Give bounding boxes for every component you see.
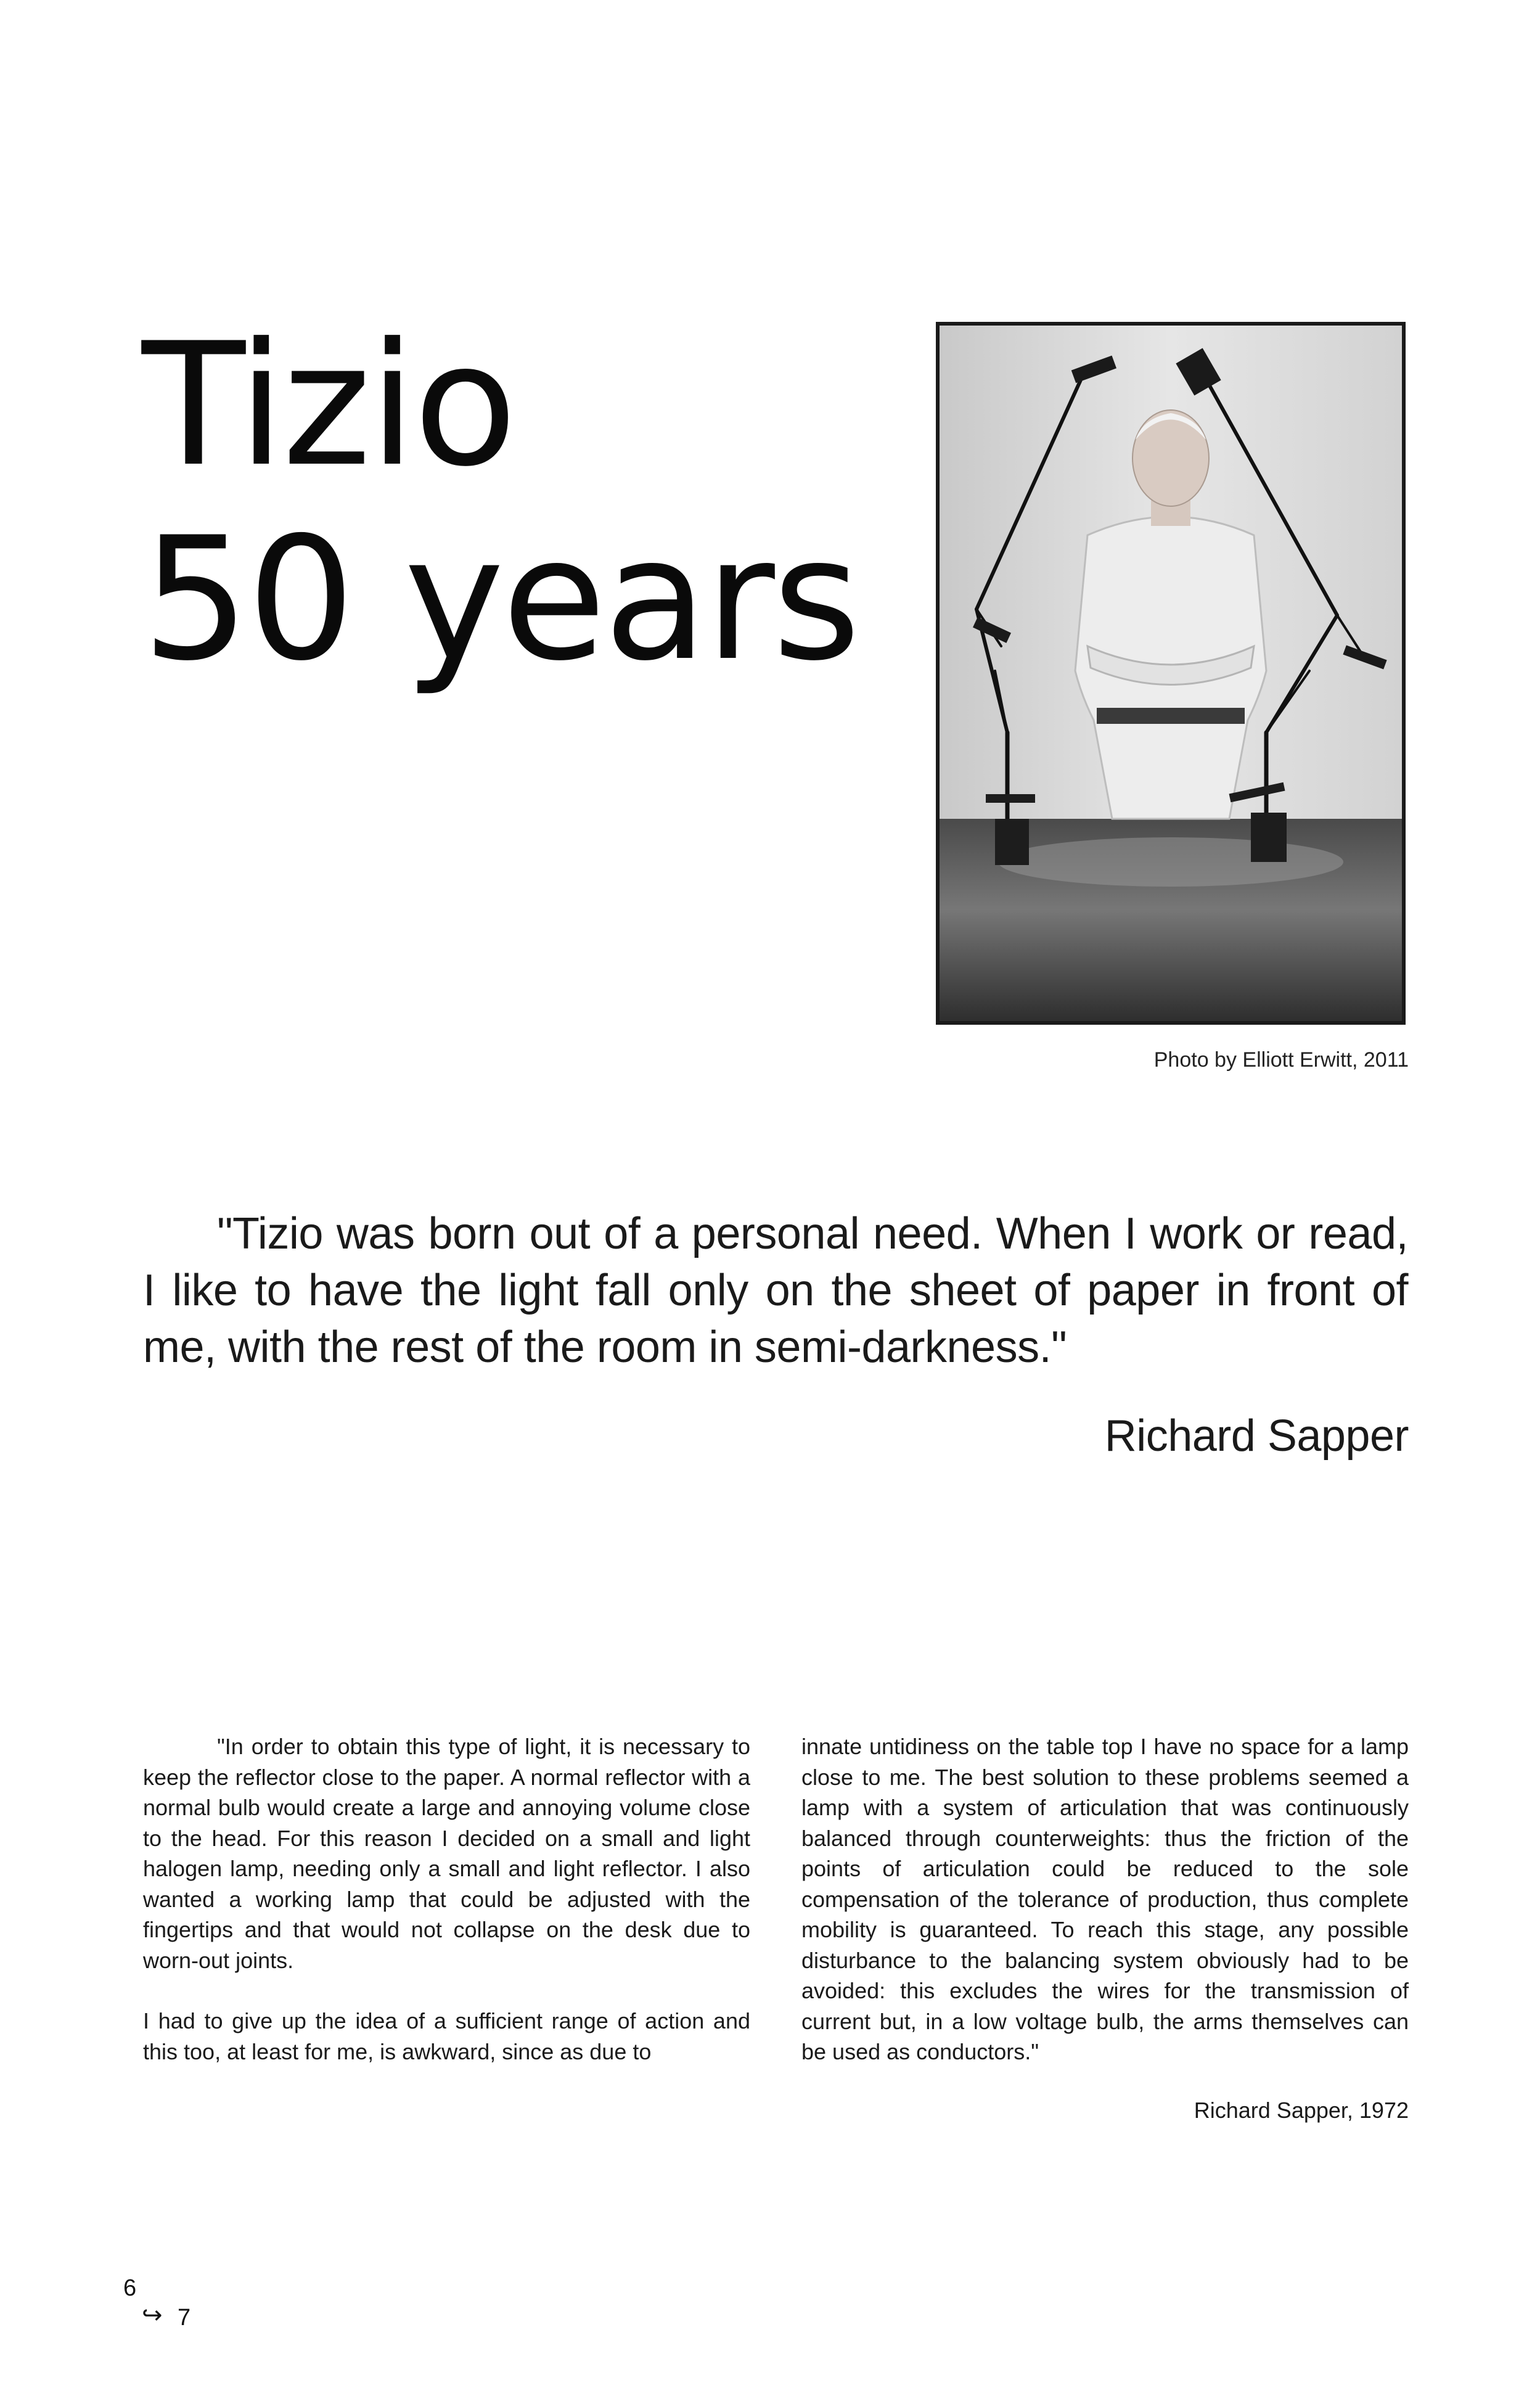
photo-illustration — [940, 326, 1402, 1021]
photo-caption: Photo by Elliott Erwitt, 2011 — [1153, 1048, 1409, 1072]
body-paragraph: I had to give up the idea of a sufficient range of action and this too, at least for me, is awkward, since as due to — [143, 2008, 750, 2064]
page-number-right: 7 — [178, 2305, 191, 2331]
signature: Richard Sapper, 1972 — [1194, 2098, 1409, 2123]
page-arrow-icon: ↪ — [142, 2302, 163, 2329]
body-paragraph: innate untidiness on the table top I have no space for a lamp close to me. The best solution to these problems seemed a lamp with a system of articulation that was continuously balanced through counterweights: thus the friction of the points of articulation could be reduced to the sole compensation of the tolerance of production, thus complete mobility is guaranteed. To reach this stage, any possible disturbance to the balancing system obviously had to be avoided: this excludes the wires for the transmission of current but, in a low voltage bulb, the arms themselves can be used as conductors." — [801, 1734, 1409, 2064]
page-title — [142, 308, 912, 697]
page-number-left: 6 — [123, 2275, 137, 2301]
portrait-photo — [936, 322, 1406, 1025]
quote-author: Richard Sapper — [1104, 1411, 1409, 1461]
body-column-right — [801, 1731, 1409, 2067]
page-numbers — [123, 2275, 222, 2343]
title-line-1: Tizio — [142, 306, 515, 504]
body-column-left — [143, 1731, 750, 2067]
body-paragraph: "In order to obtain this type of light, it is necessary to keep the reflector close to the paper. A normal reflector with a normal bulb would create a large and annoying volume close to the head. For this reason I decided on a small and light halogen lamp, needing only a small and light reflector. I also wanted a working lamp that could be adjusted with the fingertips and that would not collapse on the desk due to worn-out joints. — [143, 1734, 750, 1973]
title-line-2: 50 years — [142, 501, 859, 698]
pull-quote: "Tizio was born out of a personal need. When I work or read, I like to have the light fall only on the sheet of paper in front of me, with the rest of the room in semi-darkness." — [143, 1209, 1408, 1372]
